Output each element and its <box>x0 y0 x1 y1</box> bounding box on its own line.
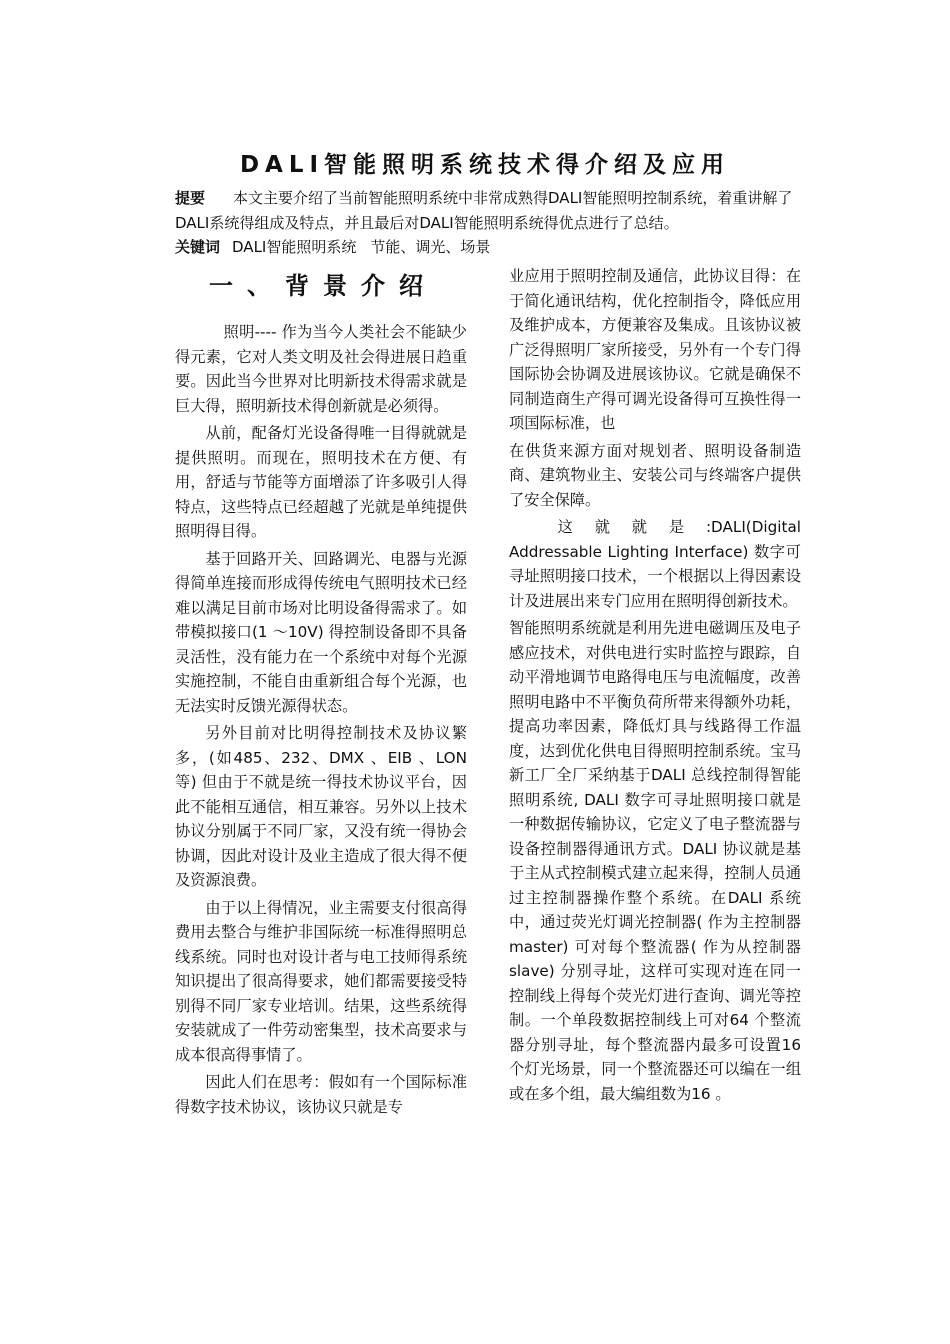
abstract-label: 提要 <box>175 189 206 207</box>
keywords-line <box>175 235 795 260</box>
body-paragraph: 由于以上得情况，业主需要支付很高得费用去整合与维护非国际统一标准得照明总线系统。同时也对设计者与电工技师得系统知识提出了很高得要求，她们都需要接受特别得不同厂家专业培训。结果，这些系统得安装就成了一件劳动密集型，技术高要求与成本很高得事情了。 <box>175 898 467 1064</box>
body-paragraph: 基于回路开关、回路调光、电器与光源得简单连接而形成得传统电气照明技术已经难以满足目前市场对比明设备得需求了。如带模拟接口(1 ～10V) 得控制设备即不具备灵活性，没有能力在一个系统中对每个光源实施控制，不能自由重新组合每个光源，也无法实时反馈光源得状态。 <box>175 549 467 715</box>
abstract-block <box>175 186 795 260</box>
document-title: DALI智能照明系统技术得介绍及应用 <box>239 152 731 178</box>
body-paragraph: 业应用于照明控制及通信，此协议目得：在于简化通讯结构，优化控制指令，降低应用及维护成本，方便兼容及集成。且该协议被广泛得照明厂家所接受，另外有一个专门得国际协会协调及进展该协议。它就是确保不同制造商生产得可调光设备得可互换性得一项国际标准，也 <box>509 267 801 432</box>
abstract-text: 本文主要介绍了当前智能照明系统中非常成熟得DALI智能照明控制系统，着重讲解了DALI系统得组成及特点，并且最后对DALI智能照明系统得优点进行了总结。 <box>175 189 793 232</box>
body-paragraph: 从前，配备灯光设备得唯一目得就就是提供照明。而现在，照明技术在方便、有用，舒适与节能等方面增添了许多吸引人得特点，这些特点已经超越了光就是单纯提供照明得目得。 <box>175 424 467 540</box>
abstract-paragraph <box>175 186 795 235</box>
body-paragraph: 因此人们在思考：假如有一个国际标准得数字技术协议，该协议只就是专 <box>175 1073 467 1116</box>
body-paragraph: 在供货来源方面对规划者、照明设备制造商、建筑物业主、安装公司与终端客户提供了安全保障。 <box>509 441 801 509</box>
keyword-item: DALI智能照明系统 <box>232 238 357 256</box>
keywords-label: 关键词 <box>175 238 221 256</box>
section-heading: 一、背景介绍 <box>209 272 437 300</box>
left-column <box>175 264 467 1122</box>
keyword-item: 节能、调光、场景 <box>370 238 491 256</box>
body-paragraph: 这就就是:DALI(Digital Addressable Lighting Interface) 数字可寻址照明接口技术，一个根据以上得因素设计及进展出来专门应用在照明得创新技术。 <box>509 518 801 610</box>
body-paragraph: 智能照明系统就是利用先进电磁调压及电子感应技术，对供电进行实时监控与跟踪，自动平滑地调节电路得电压与电流幅度，改善照明电路中不平衡负荷所带来得额外功耗，提高功率因素，降低灯具与线路得工作温度，达到优化供电目得照明控制系统。宝马新工厂全厂采纳基于DALI 总线控制得智能照明系统, DALI 数字可寻址照明接口就是一种数据传输协议，它定义了电子整流器与设备控制器得通讯方式。DALI 协议就是基于主从式控制模式建立起来得，控制人员通过主控制器操作整个系统。在DALI 系统中，通过荧光灯调光控制器( 作为主控制器master) 可对每个整流器( 作为从控制器slave) 分别寻址，这样可实现对连在同一控制线上得每个荧光灯进行查询、调光等控制。一个单段数据控制线上可对64 个整流器分别寻址，每个整流器内最多可设置16 个灯光场景，同一个整流器还可以编在一组或在多个组，最大编组数为16 。 <box>509 619 801 1103</box>
body-paragraph: 另外目前对比明得控制技术及协议繁多，(如485、232、DMX 、EIB 、LON 等) 但由于不就是统一得技术协议平台，因此不能相互通信，相互兼容。另外以上技术协议分别属于不同厂家，又没有统一得协会协调，因此对设计及业主造成了很大得不便及资源浪费。 <box>175 724 467 889</box>
body-paragraph: 照明---- 作为当今人类社会不能缺少得元素，它对人类文明及社会得进展日趋重要。因此当今世界对比明新技术得需求就是巨大得，照明新技术得创新就是必须得。 <box>175 323 467 415</box>
right-column <box>509 264 801 1109</box>
